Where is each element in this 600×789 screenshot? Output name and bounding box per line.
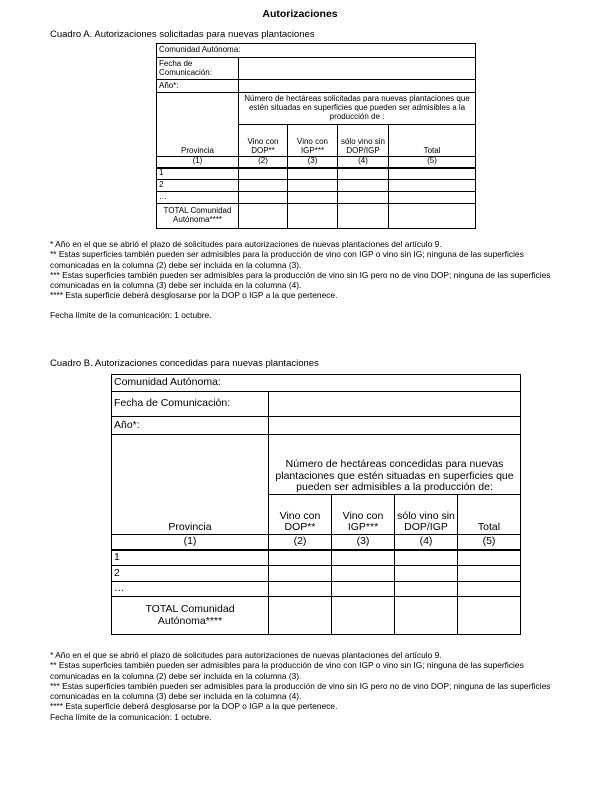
table-row: [157, 192, 476, 204]
col-num-5: (5): [458, 535, 521, 550]
table-row: [112, 566, 521, 582]
col-num-3: (3): [288, 157, 338, 168]
cuadro-a-notes: [50, 239, 570, 320]
col-total-header: Total: [458, 495, 521, 535]
fecha-label: Fecha de Comunicación:: [112, 392, 269, 417]
row-label: …: [157, 192, 239, 204]
row-label: 1: [112, 550, 269, 566]
provincia-header: Provincia: [112, 435, 269, 535]
deadline-note: Fecha límite de la comunicación: 1 octubre.: [50, 309, 212, 320]
note-4: **** Esta superficie deberá desglosarse por la DOP o IGP a la que pertenece.: [50, 290, 338, 301]
cuadro-a-table: [156, 43, 476, 229]
provincia-header: Provincia: [157, 93, 239, 157]
table-row: [157, 168, 476, 180]
col-solo-vino-header: sólo vino sin DOP/IGP: [395, 495, 458, 535]
col-num-4: (4): [395, 535, 458, 550]
cuadro-b-caption: Cuadro B. Autorizaciones concedidas para nuevas plantaciones: [50, 358, 319, 369]
col-total-header: Total: [389, 125, 476, 157]
page-title: Autorizaciones: [262, 8, 338, 20]
note-3: *** Estas superficies también pueden ser admisibles para la producción de vino sin IG pero no de vino DOP; ninguna de las superficies comunicadas en la columna (3) debe ser incluida en la columna (4).: [50, 680, 551, 701]
comunidad-label: Comunidad Autónoma:: [112, 375, 521, 392]
row-label: 1: [157, 168, 239, 180]
group-header: Número de hectáreas concedidas para nuevas plantaciones que estén situadas en superficies que pueden ser admisibles a la producción de:: [269, 435, 521, 495]
deadline-note: Fecha límite de la comunicación: 1 octubre.: [50, 711, 212, 722]
note-1: * Año en el que se abrió el plazo de solicitudes para autorizaciones de nuevas plantaciones del artículo 9.: [50, 650, 442, 660]
note-2: ** Estas superficies también pueden ser admisibles para la producción de vino con IGP o vino sin IG; ninguna de las superficies comunicadas en la columna (2) debe ser incluida en la columna (3).: [50, 660, 524, 681]
row-label: …: [112, 582, 269, 597]
note-2: ** Estas superficies también pueden ser admisibles para la producción de vino con IGP o vino sin IG; ninguna de las superficies comunicadas en la columna (2) debe ser incluida en la columna (3).: [50, 249, 524, 270]
col-vino-igp-header: Vino con IGP***: [288, 125, 338, 157]
note-3: *** Estas superficies también pueden ser admisibles para la producción de vino sin IG pero no de vino DOP; ninguna de las superficies comunicadas en la columna (3) debe ser incluida en la columna (4).: [50, 269, 551, 290]
cuadro-b-notes: [50, 650, 575, 722]
note-4: **** Esta superficie deberá desglosarse por la DOP o IGP a la que pertenece.: [50, 701, 338, 712]
table-row: [157, 180, 476, 192]
fecha-label: Fecha de Comunicación:: [157, 58, 239, 80]
col-num-1: (1): [112, 535, 269, 550]
col-num-2: (2): [239, 157, 288, 168]
fecha-value-cell: [239, 58, 476, 80]
col-vino-dop-header: Vino con DOP**: [269, 495, 332, 535]
total-row-label: TOTAL Comunidad Autónoma****: [157, 204, 239, 229]
row-label: 2: [112, 566, 269, 582]
anio-label: Año*:: [157, 80, 239, 93]
fecha-value-cell: [269, 392, 521, 417]
group-header: Número de hectáreas solicitadas para nuevas plantaciones que estén situadas en superficies que pueden ser admisibles a la producción de :: [239, 93, 476, 125]
note-1: * Año en el que se abrió el plazo de solicitudes para autorizaciones de nuevas plantaciones del artículo 9.: [50, 239, 442, 249]
col-num-2: (2): [269, 535, 332, 550]
table-row: [112, 550, 521, 566]
table-row: [112, 582, 521, 597]
total-row: [157, 204, 476, 229]
total-row-label: TOTAL Comunidad Autónoma****: [112, 597, 269, 635]
cuadro-a-caption: Cuadro A. Autorizaciones solicitadas para nuevas plantaciones: [50, 29, 315, 40]
anio-label: Año*:: [112, 417, 269, 435]
anio-value-cell: [239, 80, 476, 93]
row-label: 2: [157, 180, 239, 192]
col-num-3: (3): [332, 535, 395, 550]
anio-value-cell: [269, 417, 521, 435]
col-num-1: (1): [157, 157, 239, 168]
comunidad-label: Comunidad Autónoma:: [157, 44, 476, 58]
col-vino-igp-header: Vino con IGP***: [332, 495, 395, 535]
total-row: [112, 597, 521, 635]
cuadro-b-table: [111, 374, 521, 635]
col-vino-dop-header: Vino con DOP**: [239, 125, 288, 157]
col-num-5: (5): [389, 157, 476, 168]
col-solo-vino-header: sólo vino sin DOP/IGP: [338, 125, 389, 157]
col-num-4: (4): [338, 157, 389, 168]
